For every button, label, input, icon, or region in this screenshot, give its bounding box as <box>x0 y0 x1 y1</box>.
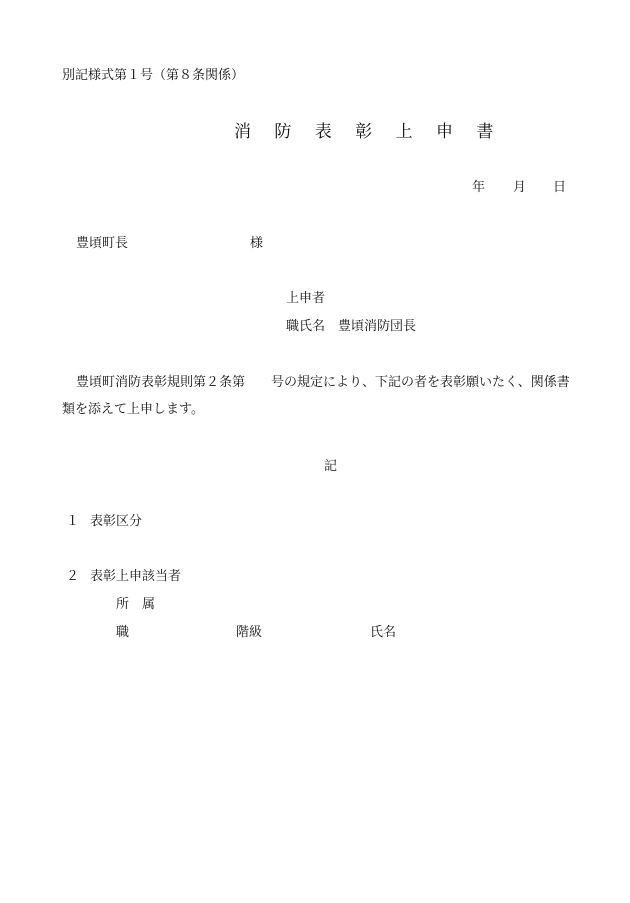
rank-label: 階級 <box>236 625 263 640</box>
body-text-line-2: 類を添えて上申します。 <box>62 402 204 417</box>
form-reference: 別記様式第１号（第８条関係） <box>62 68 245 83</box>
post-label: 職 <box>116 625 130 640</box>
date-year-label: 年 <box>472 180 486 195</box>
date-month-label: 月 <box>513 180 527 195</box>
section-2-number: ２ <box>66 569 80 584</box>
document-title: 消 防 表 彰 上 申 書 <box>234 122 503 142</box>
body-text-line-1: 豊頃町消防表彰規則第２条第 号の規定により、下記の者を表彰願いたく、関係書 <box>76 375 570 390</box>
ki-heading: 記 <box>324 459 338 474</box>
affiliation-label: 所 属 <box>116 597 156 612</box>
name-label: 氏名 <box>370 625 397 640</box>
date-day-label: 日 <box>553 180 567 195</box>
applicant-title-name-value: 豊頃消防団長 <box>338 319 417 334</box>
applicant-label: 上申者 <box>286 291 326 306</box>
applicant-title-name-label: 職氏名 <box>286 319 326 334</box>
section-2-label: 表彰上申該当者 <box>90 569 182 584</box>
addressee-name: 豊頃町長 <box>76 236 129 251</box>
section-1-label: 表彰区分 <box>90 514 143 529</box>
section-1-number: １ <box>66 514 80 529</box>
addressee-honorific: 様 <box>250 236 264 251</box>
